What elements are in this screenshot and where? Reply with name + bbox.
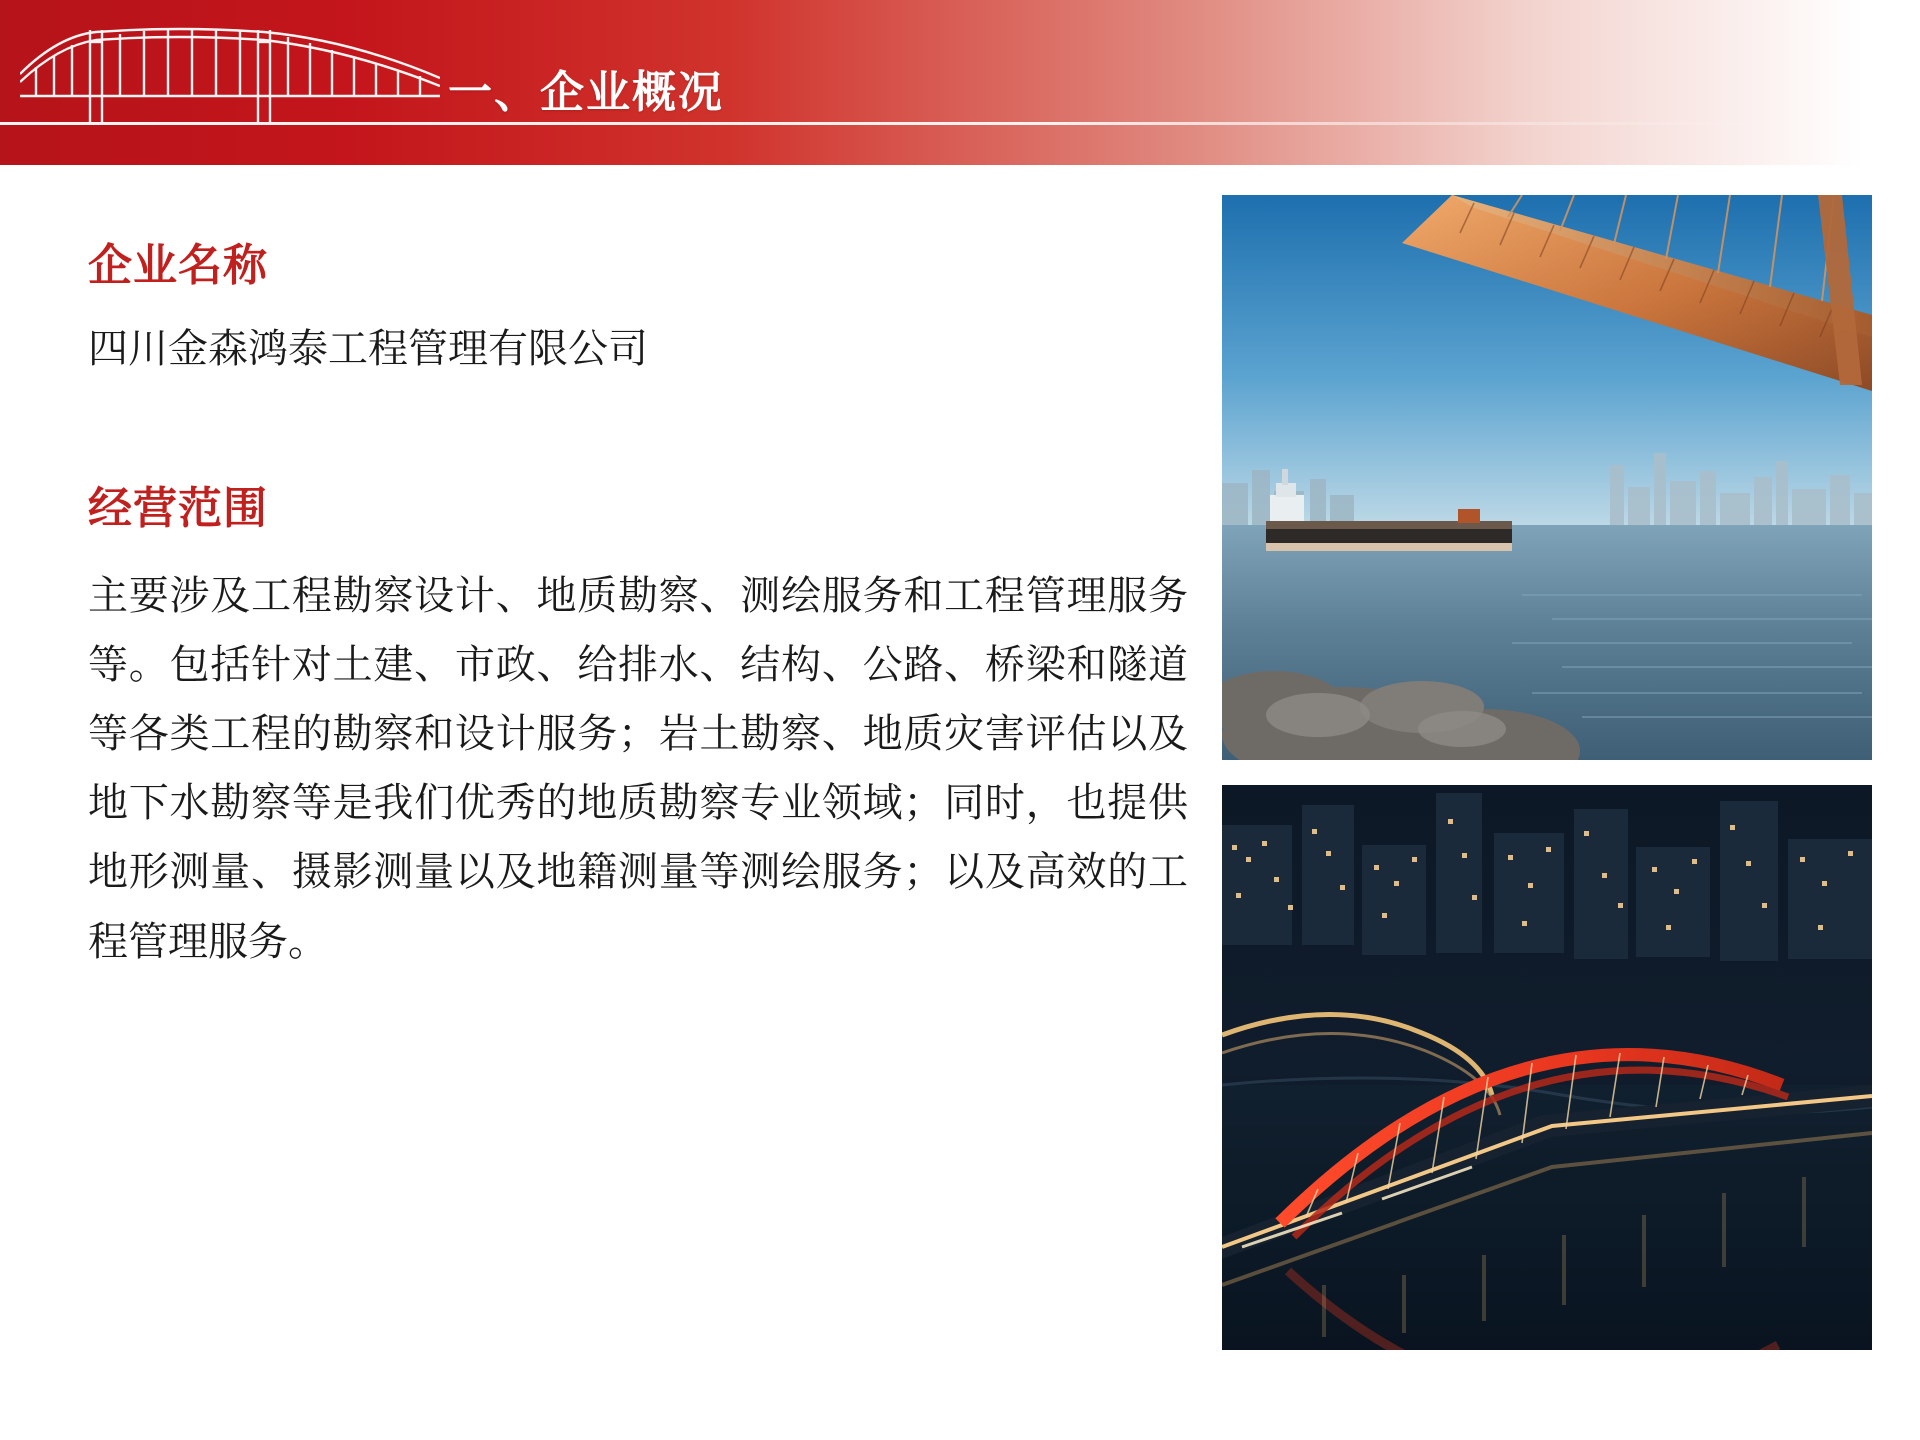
slide-content	[0, 165, 1920, 1440]
header-underline	[0, 122, 1920, 125]
arch-bridge-night-aerial-photo	[1222, 785, 1872, 1350]
section-body-business-scope: 主要涉及工程勘察设计、地质勘察、测绘服务和工程管理服务等。包括针对土建、市政、给排水、结构、公路、桥梁和隧道等各类工程的勘察和设计服务；岩土勘察、地质灾害评估以及地下水勘察等是我们优秀的地质勘察专业领域；同时，也提供地形测量、摄影测量以及地籍测量等测绘服务；以及高效的工程管理服务。	[88, 573, 1188, 964]
suspension-bridge-icon	[20, 22, 440, 122]
section-heading-business-scope: 经营范围	[88, 483, 268, 533]
slide-header	[0, 0, 1920, 165]
section-heading-company-name: 企业名称	[88, 241, 268, 290]
text-column	[88, 240, 1198, 977]
bridge-over-river-daytime-photo	[1222, 195, 1872, 760]
section-body-company-name: 四川金森鸿泰工程管理有限公司	[88, 326, 648, 371]
page-title: 一、企业概况	[448, 68, 724, 117]
